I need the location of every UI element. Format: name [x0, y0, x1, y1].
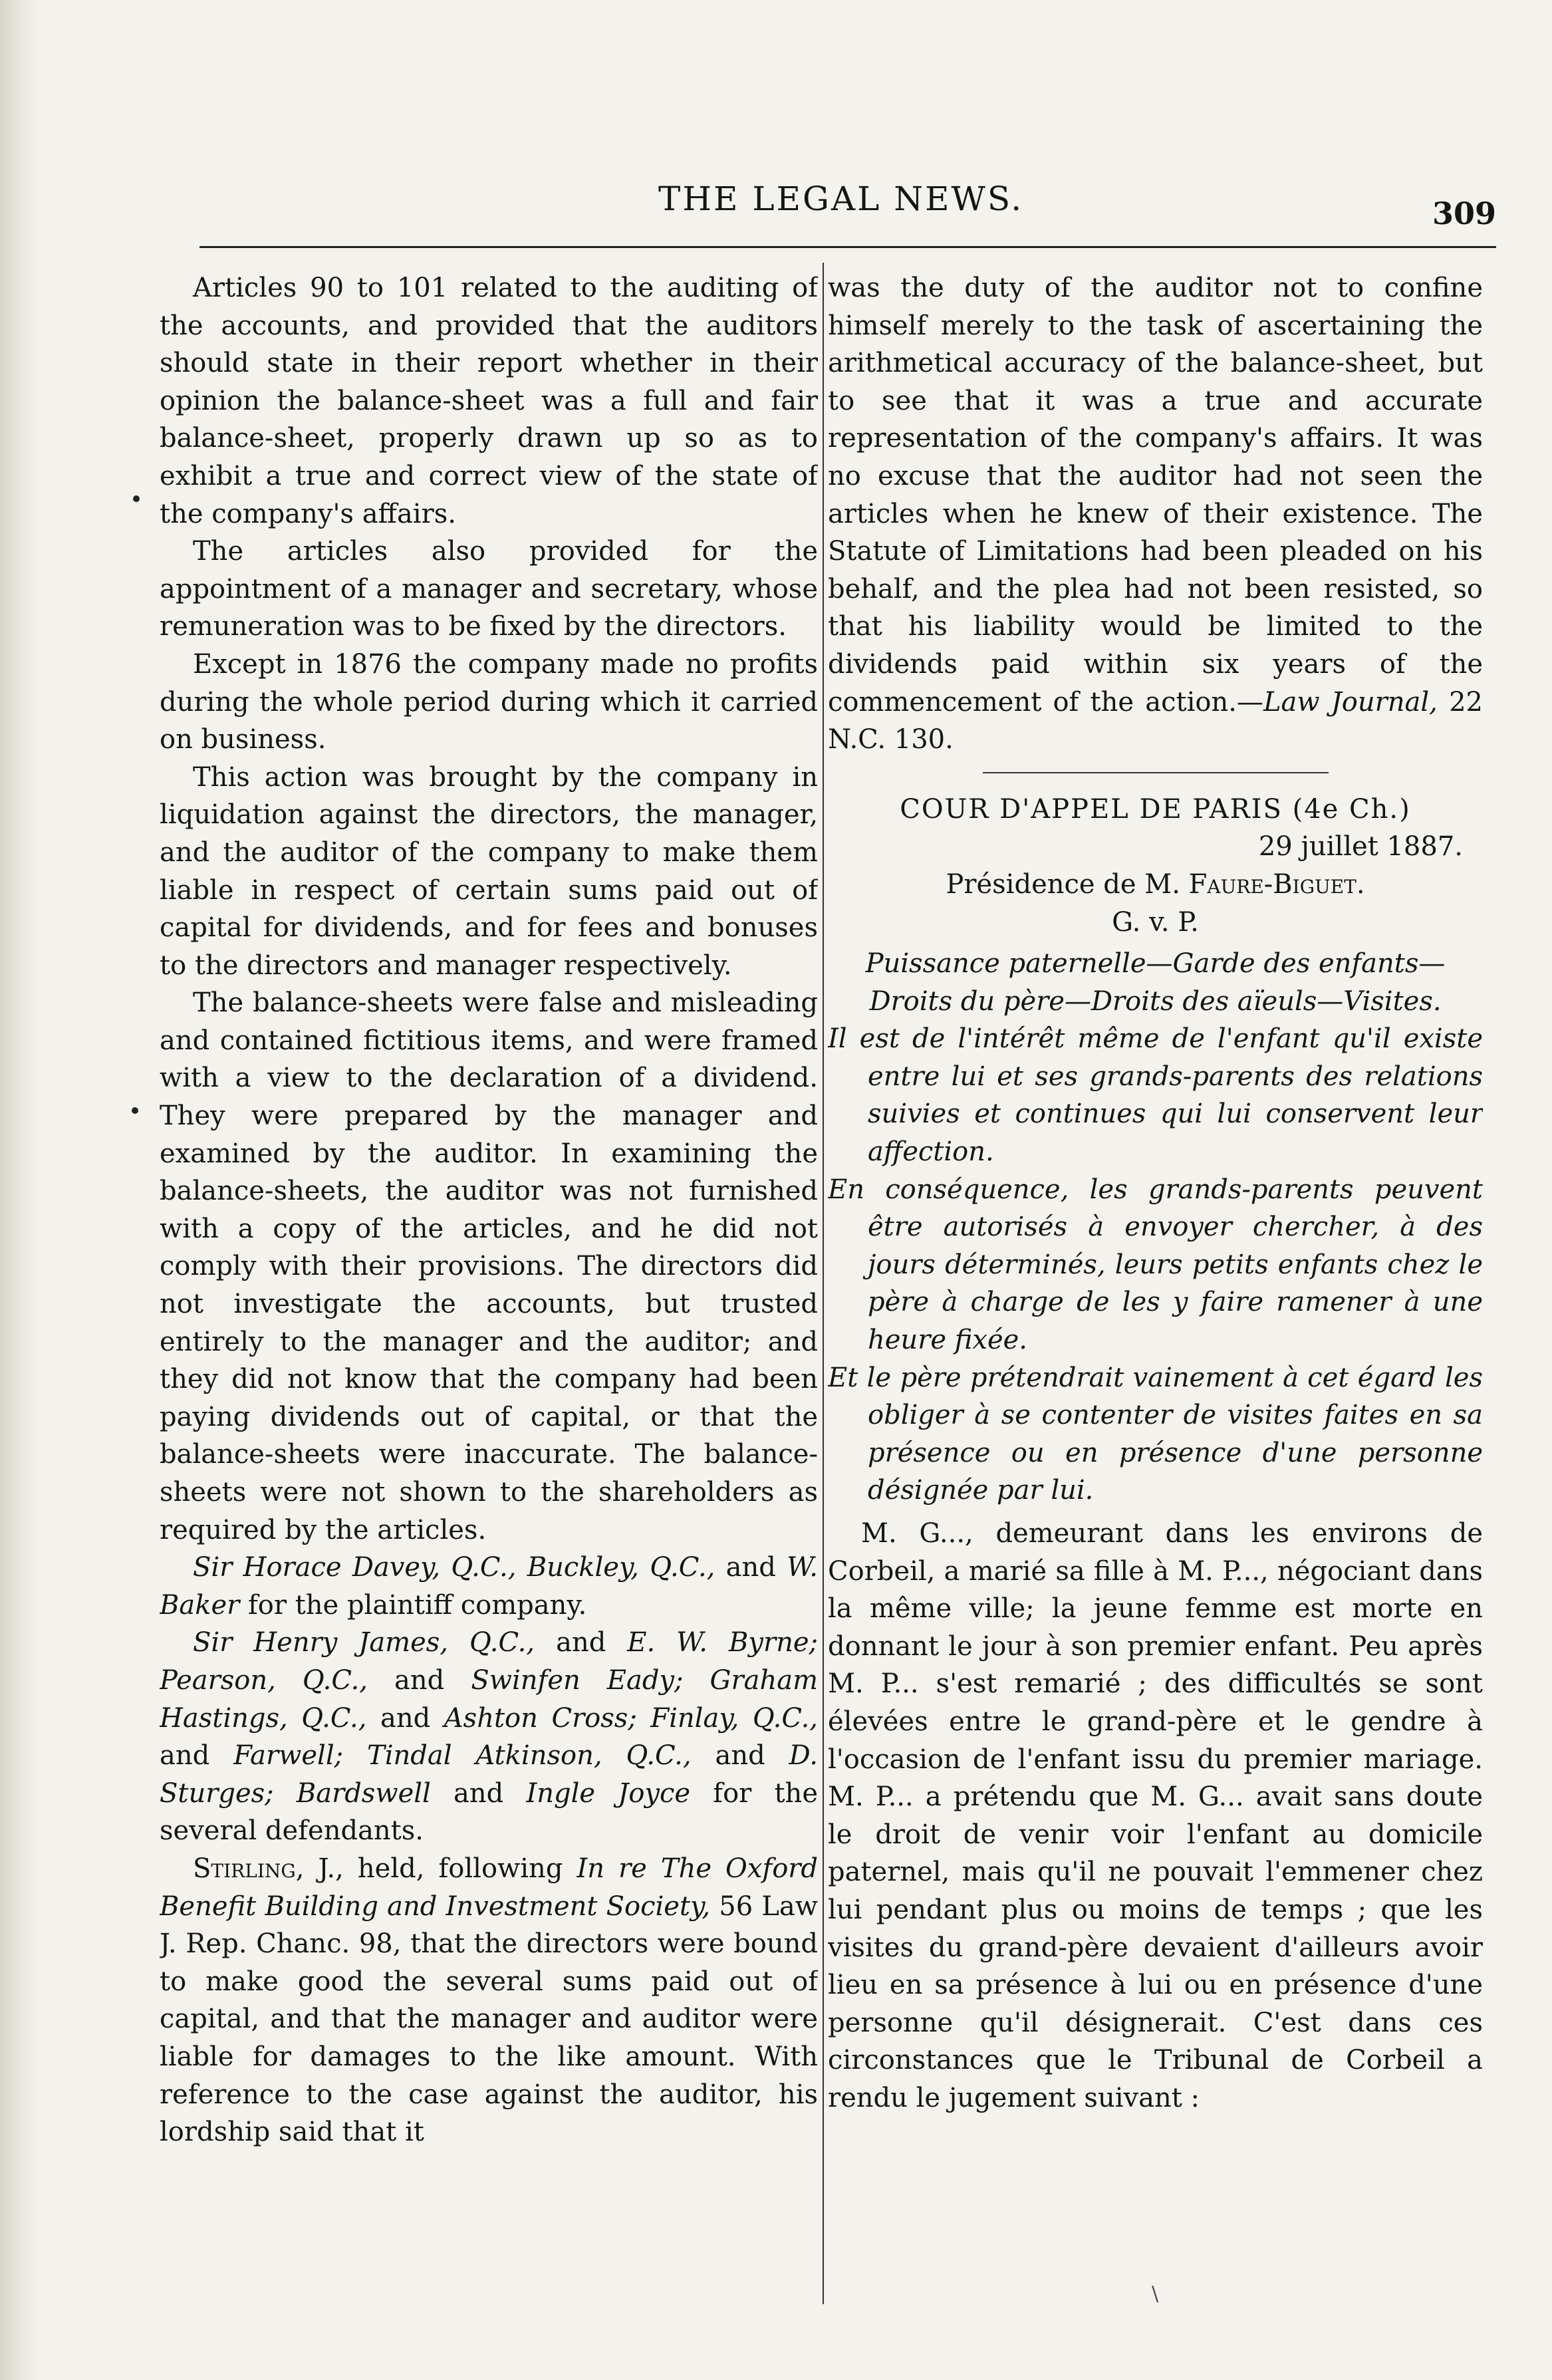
headnote: En conséquence, les grands-parents peuvent être autorisés à envoyer chercher, à des jours déterminés, leurs petits enfants chez le père à charge de les y faire ramener à une heure fixée. [828, 1174, 1483, 1356]
judgment-paragraph: Stirling, J., held, following In re The Oxford Benefit Building and Investment Society, 56 Law J. Rep. Chanc. 98, that the directors were bound to make good the several sums paid out of capital, and that the manager and auditor were liable for damages to the like amount. With reference to the case against the auditor, his lordship said that it [160, 1853, 818, 2148]
page-number: 309 [1432, 196, 1496, 231]
stray-mark: \ [1152, 2282, 1159, 2306]
paragraph-continued: was the duty of the auditor not to confine himself merely to the task of ascertaining the arithmetical accuracy of the balance-sheet, but to see that it was a true and accurate representation of the company's affairs. It was no excuse that the auditor had not seen the articles when he knew of their existence. The Statute of Limitations had been pleaded on his behalf, and the plea had not been resisted, so that his liability would be limited to the dividends paid within six years of the commencement of the action.—Law Journal, 22 N.C. 130. [828, 273, 1483, 755]
counsel-plaintiff: Sir Horace Davey, Q.C., Buckley, Q.C., and W. Baker for the plaintiff company. [160, 1552, 818, 1621]
headnote: Il est de l'intérêt même de l'enfant qu'il existe entre lui et ses grands-parents des relations suivies et continues qui lui conservent leur affection. [828, 1023, 1483, 1168]
paragraph: This action was brought by the company in liquidation against the directors, the manager, and the auditor of the company to make them liable in respect of certain sums paid out of capital for dividends, and for fees and bonuses to the directors and manager respectively. [160, 761, 818, 981]
paragraph: The balance-sheets were false and misleading and contained fictitious items, and were framed with a view to the declaration of a dividend. They were prepared by the manager and examined by the auditor. In examining the balance-sheets, the auditor was not furnished with a copy of the articles, and he did not comply with their provisions. The directors did not investigate the accounts, but trusted entirely to the manager and the auditor; and they did not know that the company had been paying dividends out of capital, or that the balance-sheets were inaccurate. The balance-sheets were not shown to the shareholders as required by the articles. [160, 988, 818, 1545]
column-divider [823, 263, 824, 2304]
headnote: Et le père prétendrait vainement à cet égard les obliger à se contenter de visites faites en sa présence ou en présence d'une personne désignée par lui. [828, 1362, 1483, 1506]
counsel-defendants: Sir Henry James, Q.C., and E. W. Byrne; Pearson, Q.C., and Swinfen Eady; Graham Hastings, Q.C., and Ashton Cross; Finlay, Q.C., and Farwell; Tindal Atkinson, Q.C., and D. Sturges; Bardswell and Ingle Joyce for the several defendants. [160, 1627, 818, 1847]
header-rule [199, 246, 1496, 248]
page-header [199, 180, 1496, 253]
headnote-topics: Puissance paternelle—Garde des enfants—Droits du père—Droits des aïeuls—Visites. [865, 948, 1446, 1017]
left-column [160, 269, 818, 2331]
section-rule [983, 772, 1329, 773]
body-paragraph: M. G..., demeurant dans les environs de Corbeil, a marié sa fille à M. P..., négociant dans la même ville; la jeune femme est morte en donnant le jour à son premier enfant. Peu après M. P... s'est remarié ; des difficultés se sont élevées entre le grand-père et le gendre à l'occasion de l'enfant issu du premier mariage. M. P... a prétendu que M. G... avait sans doute le droit de venir voir l'enfant au domicile paternel, mais qu'il ne pouvait l'emmener chez lui pendant plus ou moins de temps ; que les visites du grand-père devaient d'ailleurs avoir lieu en sa présence à lui ou en présence d'une personne qu'il désignerait. C'est dans ces circonstances que le Tribunal de Corbeil a rendu le jugement suivant : [828, 1518, 1483, 2113]
right-column [828, 269, 1483, 2331]
running-title: THE LEGAL NEWS. [658, 180, 1024, 218]
court-title: COUR D'APPEL DE PARIS (4e Ch.) [900, 793, 1411, 825]
paragraph: Articles 90 to 101 related to the auditing of the accounts, and provided that the auditors should state in their report whether in their opinion the balance-sheet was a full and fair balance-sheet, properly drawn up so as to exhibit a true and correct view of the state of the company's affairs. [160, 273, 818, 529]
margin-dot [132, 1107, 138, 1114]
case-parties: G. v. P. [1112, 906, 1199, 938]
court-date: 29 juillet 1887. [1258, 831, 1463, 862]
paragraph: Except in 1876 the company made no profits during the whole period during which it carried on business. [160, 648, 818, 755]
scan-edge-shadow [0, 0, 40, 2380]
paragraph: The articles also provided for the appointment of a manager and secretary, whose remuneration was to be fixed by the directors. [160, 536, 818, 642]
court-presidence: Présidence de M. Faure-Biguet. [946, 868, 1365, 900]
margin-dot [133, 495, 140, 502]
